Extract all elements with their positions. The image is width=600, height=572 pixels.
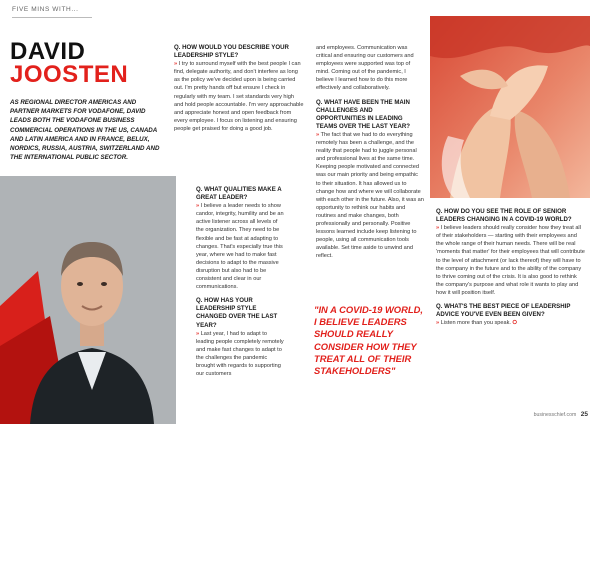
answer-arrow-icon: » xyxy=(196,203,200,210)
question-leadership-style: Q. HOW WOULD YOU DESCRIBE YOUR LEADERSHIP STYLE? xyxy=(174,44,289,60)
answer-great-leader xyxy=(196,202,286,291)
question-best-advice: Q. WHAT'S THE BEST PIECE OF LEADERSHIP ADVICE YOU'VE EVEN BEEN GIVEN? xyxy=(436,303,571,319)
page-footer xyxy=(534,411,588,418)
answer-text: Last year, I had to adapt to leading people completely remotely and make fast changes to adapt to the challenges the pandemic brought with regards to supporting our customers xyxy=(196,330,284,378)
hands-illustration xyxy=(430,16,590,198)
answer-arrow-icon: » xyxy=(436,225,440,232)
footer-site: businesschief.com xyxy=(533,412,577,418)
qa-column-1b xyxy=(196,186,286,384)
answer-arrow-icon: » xyxy=(196,330,200,337)
question-senior-leaders: Q. HOW DO YOU SEE THE ROLE OF SENIOR LEADERS CHANGING IN A COVID-19 WORLD? xyxy=(436,208,572,224)
section-tag xyxy=(12,6,92,18)
answer-best-advice xyxy=(436,319,586,327)
last-name: JOOSTEN xyxy=(10,61,129,88)
answer-arrow-icon: » xyxy=(316,131,320,138)
question-great-leader: Q. WHAT QUALITIES MAKE A GREAT LEADER? xyxy=(196,186,282,202)
first-name: DAVID xyxy=(10,38,86,65)
end-mark-icon: ⭘ xyxy=(512,320,518,327)
section-tag-rule xyxy=(12,17,92,18)
portrait-photo xyxy=(0,176,176,571)
answer-challenges xyxy=(316,131,424,261)
qa-column-2 xyxy=(316,44,424,266)
qa-column-3 xyxy=(436,208,586,333)
section-tag-text: FIVE MINS WITH... xyxy=(12,6,79,13)
answer-text: Listen more than you speak. xyxy=(440,320,511,327)
hashtag-overlay: #I'mDigital xyxy=(8,552,97,571)
answer-text: I believe a leader needs to show candor, integrity, humility and be an active listener across all levels of the organization. They need to be flexible and be fast at adapting to changes. That's especially true this year, where we had to make fast decisions to adapt to the massive disruption but also had to be consistent and clear in our communications. xyxy=(196,203,284,291)
answer-style-changed-continued: and employees. Communication was critical and ensuring our customers and employees were supported was top of mind. Coming out of the pandemic, I believe I learned how to do this more effectively and collaboratively. xyxy=(316,45,414,92)
page-number: 25 xyxy=(580,411,588,418)
question-challenges: Q. WHAT HAVE BEEN THE MAIN CHALLENGES AND OPPORTUNITIES IN LEADING TEAMS OVER THE LAST YEAR? xyxy=(316,98,411,130)
answer-text: I try to surround myself with the best people I can find, delegate authority, and don't interfere as long as the policy we've decided upon is being carried out. I'm pretty hands off but ensure I check in regularly with my team. I set standards very high and hold people accountable. I'm very approachable and appreciate honest and open feedback from every employee. I focus on listening and ensuring people get praised for doing a good job. xyxy=(174,61,304,132)
answer-text: I believe leaders should really consider how they treat all of their stakeholders — starting with their employees and the whole range of their human needs. There will be real 'moments that matter' for their employees that will contribute to the level of attachment (or lack thereof) they will have to the company in the future and to the ability of the company to thrive coming out of the crisis. It is also good to rethink the company's purpose and what role it wants to play and how it will position itself. xyxy=(436,225,585,296)
qa-column-1 xyxy=(174,44,304,139)
intro-paragraph: AS REGIONAL DIRECTOR AMERICAS AND PARTNER MARKETS FOR VODAFONE, DAVID LEADS BOTH THE VODAFONE BUSINESS COMMERCIAL OPERATIONS IN THE US, CANADA AND LATIN AMERICA AND IN FRANCE, BELUX, NORDICS, RUSSIA, AUSTRIA, SWITZERLAND AND THE INTERNATIONAL PUBLIC SECTOR. xyxy=(10,99,160,162)
answer-text: The fact that we had to do everything remotely has been a challenge, and the reality that people had to juggle personal and professional lives at the same time. Keeping people motivated and connected was our main priority and being empathic to their situation. It has allowed us to change how and where we will collaborate with each other in the future. Also, it was an opportunity to rethink our habits and routines and make changes, both professionally and personally. Positive lessons learned include keep listening to people, using all communication tools available. Set time aside to unwind and reflect. xyxy=(316,131,424,260)
hands-photo xyxy=(430,16,590,198)
answer-leadership-style xyxy=(174,60,304,133)
page-title xyxy=(10,40,128,86)
question-style-changed: Q. HOW HAS YOUR LEADERSHIP STYLE CHANGED OVER THE LAST YEAR? xyxy=(196,297,278,329)
answer-arrow-icon: » xyxy=(174,61,178,68)
answer-senior-leaders xyxy=(436,224,586,297)
portrait-illustration xyxy=(0,176,176,424)
answer-style-changed xyxy=(196,330,286,379)
answer-arrow-icon: » xyxy=(436,320,440,327)
pull-quote: "IN A COVID-19 WORLD, I BELIEVE LEADERS SHOULD REALLY CONSIDER HOW THEY TREAT ALL OF THEIR STAKEHOLDERS" xyxy=(314,304,423,377)
